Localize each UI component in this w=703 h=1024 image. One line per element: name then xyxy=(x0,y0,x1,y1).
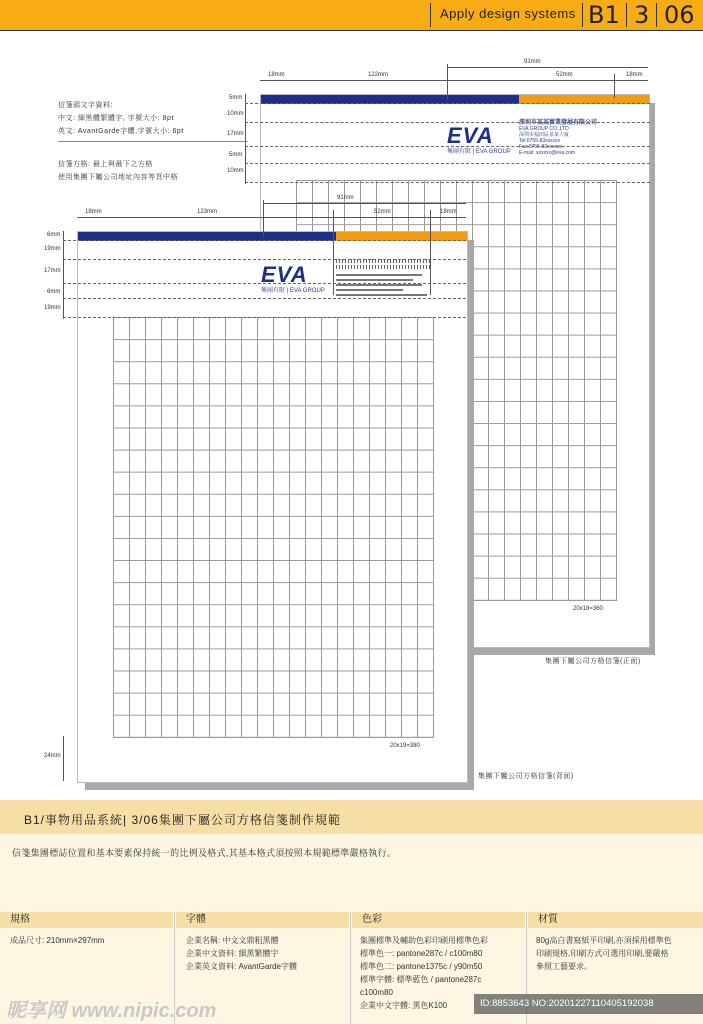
spec-line: 標準色二: pantone1375c / y90m50 xyxy=(360,962,483,971)
logo xyxy=(261,262,336,294)
dimension-line xyxy=(245,94,246,184)
placeholder-line xyxy=(336,289,403,291)
spec-line: 標準字體: 標準藍色 / pantone287c xyxy=(360,975,482,984)
annotation-block xyxy=(58,158,178,184)
dimension-label: 17mm xyxy=(44,268,61,274)
dimension-label: 52mm xyxy=(556,72,573,78)
company-info-line: 深圳市某某實業發展有限公司 xyxy=(519,120,598,126)
logo-subtitle: 集團有限 | EVA GROUP xyxy=(447,149,511,155)
footer-description: 信箋集團標誌位置和基本要素保持統一的比例及格式,其基本格式須按照本規範標準嚴格執行。 xyxy=(12,848,397,858)
header-separator xyxy=(0,30,703,31)
dimension-label: 18mm xyxy=(85,209,102,215)
dimension-label: 19mm xyxy=(44,246,61,252)
dimension-line xyxy=(263,203,466,204)
spec-line: 成品尺寸: 210mm×297mm xyxy=(10,936,105,945)
watermark-logo: 昵享网 www.nipic.com xyxy=(6,1000,217,1022)
company-info-line: Tel:0755-83xxxxxx xyxy=(519,138,561,144)
logo-wordmark: EVA xyxy=(261,262,308,287)
company-info-line: Fax:0755-83xxxxxx xyxy=(519,144,563,150)
spec-cell-color xyxy=(360,934,488,1012)
watermark-id: ID:8853643 NO:20201227110405192038 xyxy=(474,994,703,1014)
annotation-line: 使用集團下屬公司地址內容等頁中格 xyxy=(58,174,178,181)
logo-wordmark: EVA xyxy=(447,123,494,148)
dimension-label: 5mm xyxy=(229,95,243,101)
company-info xyxy=(519,120,644,156)
spec-line: 集團標準及輔助色彩印刷用標準色彩 xyxy=(360,936,488,945)
guide-line xyxy=(245,182,650,183)
grid-count-label: 20x19=380 xyxy=(390,743,420,749)
dimension-label: 24mm xyxy=(44,753,61,759)
grid-count-label: 20x18=360 xyxy=(573,606,603,612)
spec-header-material: 材質 xyxy=(528,912,703,928)
placeholder-line xyxy=(336,279,413,281)
spec-cell-material xyxy=(536,934,696,973)
header-bar xyxy=(0,0,703,30)
spec-line: 印刷規格,印刷方式可選用印刷,要嚴格 xyxy=(536,949,669,958)
guide-line xyxy=(63,317,466,318)
dimension-label: 6mm xyxy=(47,289,61,295)
spec-line: 參照工藝要求。 xyxy=(536,962,592,971)
dimension-tick xyxy=(263,200,264,237)
placeholder-line xyxy=(336,284,422,286)
company-info-line: E-mail: xxxxxx@eva.com xyxy=(519,150,575,156)
dimension-label: 122mm xyxy=(368,72,389,78)
guide-line xyxy=(245,122,650,123)
header-code-number: 3 xyxy=(634,1,650,29)
guide-line xyxy=(245,163,650,164)
dimension-label: 17mm xyxy=(227,131,244,137)
guide-line xyxy=(245,103,650,104)
header-divider xyxy=(430,3,431,27)
dimension-line xyxy=(260,80,648,81)
dimension-label: 5mm xyxy=(229,152,243,158)
dimension-label: 18mm xyxy=(268,72,285,78)
company-info-line: 深圳市福田區某某大廈 xyxy=(519,132,570,138)
spec-line: 企業中文資料: 細黑繁體字 xyxy=(186,949,279,958)
dimension-tick xyxy=(614,74,615,98)
guide-line xyxy=(63,259,466,260)
spec-cell-size xyxy=(10,934,104,947)
footer-title: B1/事物用品系統| 3/06集團下屬公司方格信箋制作規範 xyxy=(24,813,341,827)
sheet-front-caption: 集團下屬公司方格信箋(背面) xyxy=(478,773,574,780)
spec-line: 80g高白書寫紙平印刷,亦須採用標準色 xyxy=(536,936,672,945)
spec-header-font: 字體 xyxy=(176,912,349,928)
dimension-label: 18mm xyxy=(626,72,643,78)
dimension-label: 18mm xyxy=(440,209,457,215)
header-divider xyxy=(582,3,583,27)
annotation-line: 信箋方格: 最上與最下之方格 xyxy=(58,161,153,168)
guide-line xyxy=(63,240,466,241)
annotation-line: 英文: AvantGarde字體,字號大小: 6pt xyxy=(58,128,184,135)
header-title: Apply design systems xyxy=(440,6,576,21)
spec-line: c100m80 xyxy=(360,988,393,997)
spec-line: 標準色一: pantone287c / c100m80 xyxy=(360,949,483,958)
spec-cell-font xyxy=(186,934,297,973)
annotation-block xyxy=(58,99,184,138)
placeholder-line xyxy=(336,294,427,296)
guide-line xyxy=(63,283,466,284)
dimension-line xyxy=(447,67,648,68)
annotation-leader xyxy=(58,141,248,142)
dimension-label: 10mm xyxy=(227,168,244,174)
guide-line xyxy=(245,146,650,147)
header-code-page: 06 xyxy=(664,1,695,29)
dimension-label: 91mm xyxy=(524,59,541,65)
header-divider xyxy=(626,3,627,27)
sheet-back-caption: 集團下屬公司方格信箋(正面) xyxy=(545,658,641,665)
letterhead-front-sheet xyxy=(77,231,468,783)
dimension-line xyxy=(77,217,466,218)
dimension-tick xyxy=(447,64,448,100)
column-divider xyxy=(350,912,351,1024)
dimension-label: 10mm xyxy=(227,111,244,117)
dimension-label: 19mm xyxy=(44,305,61,311)
spec-line: 企業英文資料: AvantGarde字體 xyxy=(186,962,297,971)
spec-header-size: 規格 xyxy=(0,912,173,928)
spec-line: 企業名稱: 中文文鼎粗黑體 xyxy=(186,936,279,945)
writing-grid xyxy=(113,317,434,738)
dimension-line xyxy=(63,736,64,781)
company-info-placeholder xyxy=(336,259,432,296)
logo xyxy=(447,123,517,155)
dimension-label: 91mm xyxy=(337,195,354,201)
dimension-label: 123mm xyxy=(197,209,218,215)
header-code-section: B1 xyxy=(588,1,620,29)
annotation-line: 中文: 細黑體繁體字, 字號大小: 8pt xyxy=(58,115,174,122)
logo-subtitle: 集團有限 | EVA GROUP xyxy=(261,288,325,294)
header-divider xyxy=(656,3,657,27)
dimension-label: 6mm xyxy=(47,232,61,238)
placeholder-line xyxy=(336,265,432,269)
dimension-line xyxy=(63,231,64,319)
company-info-line: EVA GROUP CO.,LTD xyxy=(519,126,569,132)
spec-line: 企業中文字體: 黑色K100 xyxy=(360,1001,448,1010)
dimension-label: 52mm xyxy=(374,209,391,215)
spec-header-color: 色彩 xyxy=(352,912,525,928)
placeholder-line xyxy=(336,274,422,276)
annotation-line: 信箋頭文字資料: xyxy=(58,102,113,109)
guide-line xyxy=(63,298,466,299)
